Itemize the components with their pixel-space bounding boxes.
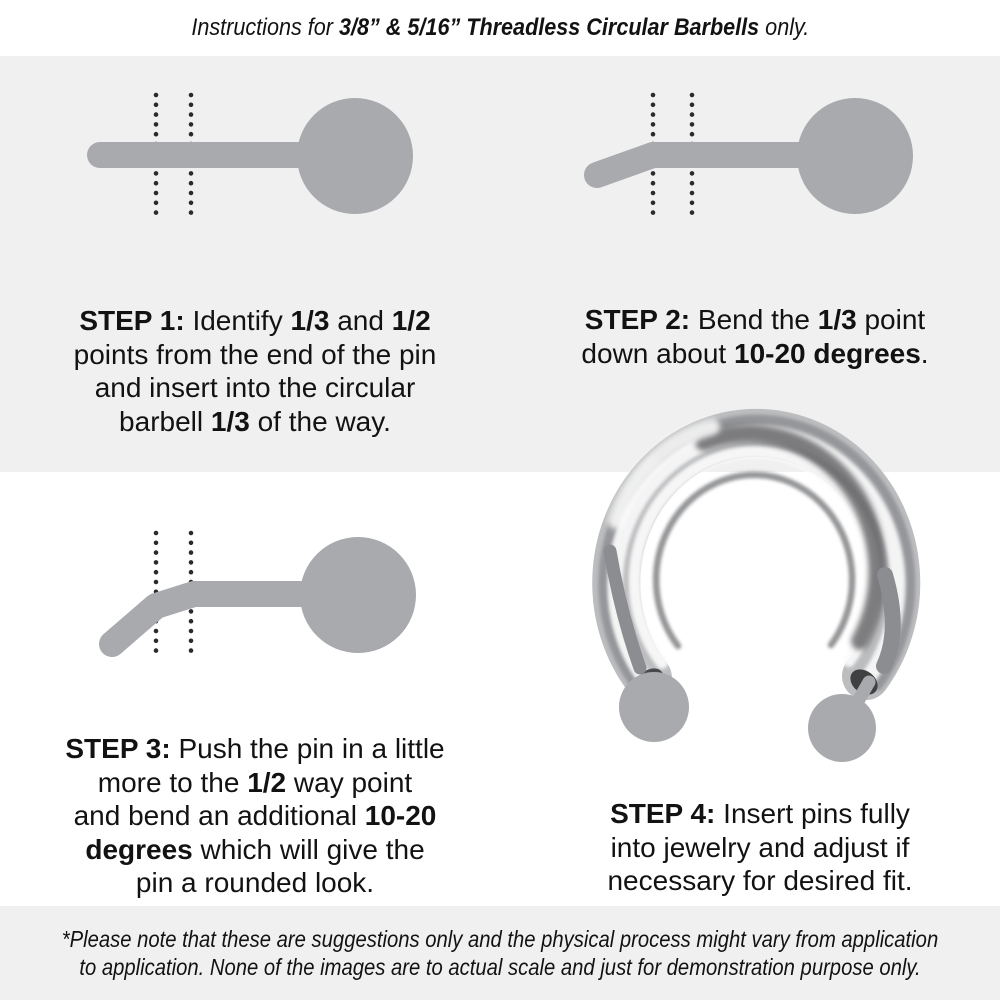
right-ball: [808, 694, 876, 762]
step3-pin-diagram: [60, 528, 430, 663]
horseshoe-barbell-photo: [565, 405, 965, 775]
step3-bent-pin: [112, 594, 325, 644]
header: [0, 0, 1000, 56]
step-1-instructions: STEP 1: Identify 1/3 and 1/2 points from the end of the pin and insert into the circular barbell 1/3 of the way.: [73, 305, 437, 437]
step-3-instructions: STEP 3: Push the pin in a little more to the 1/2 way point and bend an additional 10-20 degrees which will give the pin a rounded look.: [65, 733, 445, 898]
right-inserted-pin: [884, 575, 893, 666]
step2-ball: [797, 98, 913, 214]
step-4-instructions: STEP 4: Insert pins fully into jewelry and adjust if necessary for desired fit.: [607, 798, 913, 896]
step1-ball: [297, 98, 413, 214]
left-ball: [619, 672, 689, 742]
header-title: Instructions for 3/8” & 5/16” Threadless Circular Barbells only.: [191, 14, 809, 41]
footer: [0, 906, 1000, 1000]
footer-note: *Please note that these are suggestions only and the physical process might vary from application to application. None of the images are to actual scale and just for demonstration purpose only.: [61, 926, 939, 980]
step2-bent-pin: [597, 155, 820, 175]
step1-pin-diagram: [60, 90, 430, 220]
horseshoe-ring: [603, 419, 911, 689]
step-2-instructions: STEP 2: Bend the 1/3 point down about 10-20 degrees.: [581, 304, 929, 369]
step3-ball: [300, 537, 416, 653]
step2-pin-diagram: [560, 90, 930, 220]
